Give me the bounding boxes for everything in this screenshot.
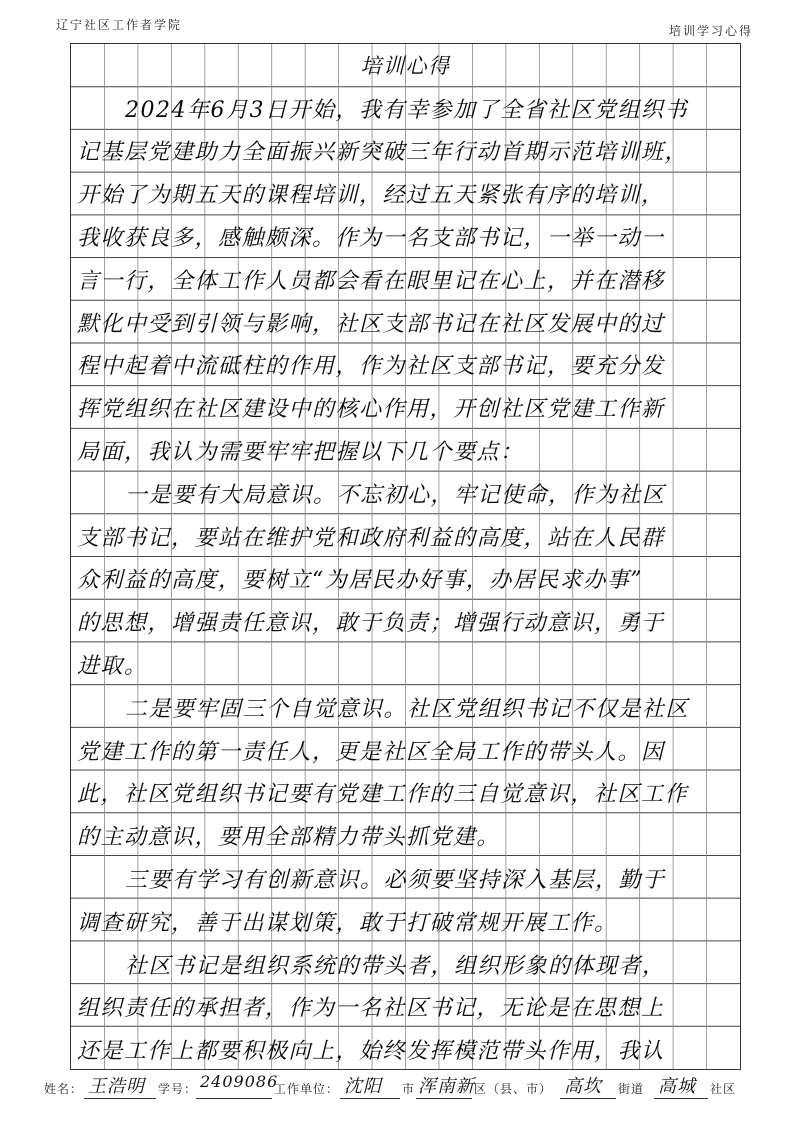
unit-label: 工作单位： — [274, 1082, 340, 1096]
essay-line-5: 言一行，全体工作人员都会看在眼里记在心上，并在潜移 — [77, 268, 665, 294]
header-doc-type: 培训学习心得 — [668, 24, 753, 38]
name-value: 王浩明 — [88, 1076, 145, 1097]
city-suffix: 市 — [402, 1082, 416, 1096]
essay-line-21: 社区书记是组织系统的带头者，组织形象的体现者， — [125, 953, 666, 979]
essay-line-8: 挥党组织在社区建设中的核心作用，开创社区党建工作新 — [77, 397, 665, 423]
city-value: 沈阳 — [344, 1076, 382, 1097]
essay-line-18: 的主动意识，要用全部精力带头抓党建。 — [77, 825, 501, 851]
essay-line-19: 三要有学习有创新意识。必须要坚持深入基层，勤于 — [125, 868, 666, 894]
essay-line-12: 众利益的高度，要树立“为居民办好事，办居民求办事” — [77, 568, 643, 594]
essay-line-4: 我收获良多，感触颇深。作为一名支部书记，一举一动一 — [77, 226, 665, 252]
essay-line-7: 程中起着中流砥柱的作用，作为社区支部书记，要充分发 — [77, 354, 665, 380]
district-suffix: 区（县、市） — [474, 1082, 553, 1096]
essay-line-9: 局面，我认为需要牢牢把握以下几个要点： — [77, 440, 524, 466]
district-value: 浑南新 — [418, 1076, 475, 1097]
essay-line-2: 记基层党建助力全面振兴新突破三年行动首期示范培训班， — [77, 140, 689, 166]
community-suffix: 社区 — [710, 1082, 737, 1096]
essay-line-15: 二是要牢固三个自觉意识。社区党组织书记不仅是社区 — [125, 696, 690, 722]
id-value: 2409086 — [200, 1072, 279, 1091]
id-label: 学号： — [158, 1082, 198, 1096]
essay-line-3: 开始了为期五天的课程培训，经过五天紧张有序的培训， — [77, 183, 665, 209]
community-value: 高城 — [658, 1076, 696, 1097]
essay-line-14: 进取。 — [77, 654, 148, 680]
street-suffix: 街道 — [618, 1082, 645, 1096]
name-underline — [84, 1098, 156, 1099]
essay-line-20: 调查研究，善于出谋划策，敢于打破常规开展工作。 — [77, 910, 618, 936]
essay-line-17: 此，社区党组织书记要有党建工作的三自觉意识，社区工作 — [77, 782, 689, 808]
grid-paper — [70, 43, 741, 1070]
essay-line-13: 的思想，增强责任意识，敢于负责；增强行动意识，勇于 — [77, 611, 665, 637]
community-underline — [654, 1098, 708, 1099]
essay-line-1: 2024年6月3日开始，我有幸参加了全省社区党组织书 — [125, 97, 688, 123]
name-label: 姓名： — [44, 1082, 84, 1096]
essay-line-10: 一是要有大局意识。不忘初心，牢记使命，作为社区 — [125, 482, 666, 508]
header-institution: 辽宁社区工作者学院 — [56, 18, 183, 32]
town-underline — [560, 1098, 616, 1099]
essay-line-11: 支部书记，要站在维护党和政府利益的高度，站在人民群 — [77, 525, 665, 551]
essay-line-16: 党建工作的第一责任人，更是社区全局工作的带头人。因 — [77, 739, 665, 765]
id-underline — [196, 1098, 272, 1099]
district-underline — [416, 1098, 472, 1099]
essay-line-6: 默化中受到引领与影响，社区支部书记在社区发展中的过 — [77, 311, 665, 337]
essay-line-22: 组织责任的承担者，作为一名社区书记，无论是在思想上 — [77, 996, 665, 1022]
essay-title: 培训心得 — [360, 54, 451, 79]
city-underline — [340, 1098, 400, 1099]
essay-line-23: 还是工作上都要积极向上，始终发挥模范带头作用，我认 — [77, 1039, 665, 1065]
town-value: 高坎 — [564, 1076, 602, 1097]
